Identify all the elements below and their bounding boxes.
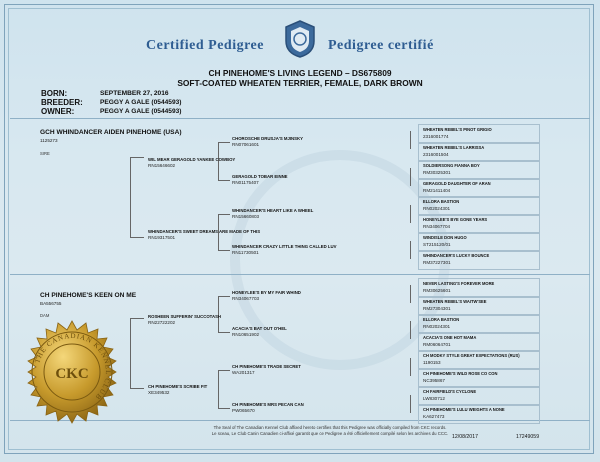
ancestor-reg: RM06064701 — [423, 342, 451, 347]
ancestor-name: WHEATEN REBEL'S WAITW'SEE — [423, 299, 487, 304]
ancestor-name: NEVER LASTING'S FOREVER MORE — [423, 281, 495, 286]
grandparent-reg: RN22722202 — [148, 320, 176, 325]
sire-bracket — [130, 157, 131, 238]
title-french: Pedigree certifié — [328, 38, 434, 53]
ancestor-box — [418, 178, 540, 198]
dog-name: CH PINEHOME'S LIVING LEGEND – DS675809 — [208, 68, 392, 78]
great-grandparent-reg: RN01175407 — [232, 180, 259, 185]
great-grandparent-name: GERAGOLD TOBAR EINNE — [232, 174, 288, 179]
ancestor-name: CH PINEHOME'S LULU WEIGHTS A NONE — [423, 407, 505, 412]
great-grandparent-reg: RN10651902 — [232, 332, 260, 337]
ancestor-box — [418, 386, 540, 406]
ancestor-name: ELLORA BASTION — [423, 317, 460, 322]
ancestor-box — [418, 404, 540, 424]
grandparent-name: WIL MEAR GERAGOLD YANKEE COWBOY — [148, 157, 236, 162]
ancestor-name: WHEATEN REBEL'S LARRISSA — [423, 145, 485, 150]
ancestor-reg: RN02024301 — [423, 206, 451, 211]
owner-label: OWNER: — [41, 107, 75, 116]
ancestor-box — [418, 196, 540, 216]
footer-text-french: Le sceau, Le Club Canin Canadien ci-affixé garantit que ce Pedigree a été officiellement compilé selon les archives du CCC. — [211, 431, 449, 436]
ancestor-name: CH MODKY STYLE GREAT EXPECTATIONS (RUS) — [423, 353, 520, 358]
ckc-gold-seal-icon — [20, 320, 124, 424]
dam-bracket — [130, 318, 131, 388]
owner-value: PEGGY A GALE (0544593) — [100, 108, 182, 115]
ancestor-reg: RM30325301 — [423, 170, 451, 175]
sire-reg: 1125273 — [40, 138, 58, 143]
ancestor-name: WHINDANCER'S LUCKY BOUNCE — [423, 253, 490, 258]
great-grandparent-reg: PW065670 — [232, 408, 255, 413]
grandparent-reg: XE349532 — [148, 390, 170, 395]
certificate-number: 17249059 — [516, 434, 540, 440]
grandparent-reg: RN19317501 — [148, 235, 176, 240]
great-grandparent-reg: RN07061601 — [232, 142, 260, 147]
certificate-date: 12/08/2017 — [452, 434, 478, 440]
great-grandparent-name: ACACIA'S BAT OUT O'HEL — [232, 326, 287, 331]
ancestor-box — [418, 160, 540, 180]
breeder-value: PEGGY A GALE (0544593) — [100, 99, 182, 106]
great-grandparent-name: CH PINEHOME'S MRS PECAN CAN — [232, 402, 304, 407]
ancestor-box — [418, 350, 540, 370]
ancestor-reg: 2316001774 — [423, 134, 449, 139]
ancestor-name: ACACIA'S ONE HOT MAMA — [423, 335, 477, 340]
born-value: SEPTEMBER 27, 2016 — [100, 90, 169, 97]
ancestor-box — [418, 142, 540, 162]
dog-description: SOFT-COATED WHEATEN TERRIER, FEMALE, DARK BROWN — [177, 78, 423, 88]
ancestor-name: SOLDIERSONG FIANNA BOY — [423, 163, 480, 168]
footer-text-english: The Seal of The Canadian Kennel Club affixed hereto certifies that this Pedigree was officially compiled from CKC records. — [213, 425, 447, 430]
grandparent-name: ROSHEEN SUFFERIN' SUCCOTASH — [148, 314, 222, 319]
great-grandparent-reg: RN11730501 — [232, 250, 259, 255]
dam-name: CH PINEHOME'S KEEN ON ME — [40, 292, 137, 299]
ancestor-reg: LW830712 — [423, 396, 445, 401]
ancestor-reg: NC395867 — [423, 378, 445, 383]
grandparent-name: WHINDANCER'S SWEET DREAMS ARE MADE OF THIS — [148, 229, 261, 234]
ancestor-name: ELLORA BASTION — [423, 199, 460, 204]
ancestor-reg: KA627473 — [423, 414, 445, 419]
title-english: Certified Pedigree — [146, 38, 264, 53]
ancestor-name: CH FAIRFIELD'S CYCLONE — [423, 389, 477, 394]
grandparent-reg: RN15646602 — [148, 163, 176, 168]
ancestor-reg: RM37227301 — [423, 260, 451, 265]
sire-label: SIRE — [40, 151, 50, 156]
ancestor-reg: RM21411404 — [423, 188, 451, 193]
great-grandparent-reg: RN15660803 — [232, 214, 260, 219]
ancestor-reg: 2316001504 — [423, 152, 449, 157]
ancestor-box — [418, 250, 540, 270]
great-grandparent-name: CH PINEHOME'S TRADE SECRET — [232, 364, 301, 369]
dam-reg: BA556755 — [40, 301, 62, 306]
ancestor-name: WINDISLE DON HUGO — [423, 235, 467, 240]
ancestor-reg: RM30625601 — [423, 288, 451, 293]
ancestor-box — [418, 368, 540, 388]
ancestor-reg: RN34067704 — [423, 224, 451, 229]
ancestor-reg: RM27304301 — [423, 306, 451, 311]
ancestor-box — [418, 232, 540, 252]
ancestor-box — [418, 214, 540, 234]
seal-monogram: CKC — [55, 366, 89, 382]
watermark-seal — [230, 150, 450, 370]
ancestor-name: HONEYLEE'S BYE GONE YEARS — [423, 217, 488, 222]
seal-text: THE CANADIAN KENNEL CLUB — [33, 331, 113, 402]
born-label: BORN: — [41, 89, 68, 98]
ckc-crest-icon — [282, 19, 318, 59]
divider-middle — [10, 274, 590, 275]
ancestor-reg: RN02024301 — [423, 324, 451, 329]
grandparent-name: CH PINEHOME'S SCRIBE FIT — [148, 384, 208, 389]
great-grandparent-name: CHOROSCHE DRUSJA'S MJINSKY — [232, 136, 303, 141]
great-grandparent-name: WHINDANCER'S HEART LIKE A WHEEL — [232, 208, 314, 213]
breeder-label: BREEDER: — [41, 98, 83, 107]
ancestor-name: CH PINEHOME'S WILD ROSE CO CON — [423, 371, 498, 376]
ancestor-name: GERAGOLD DAUGHTER OF ARAN — [423, 181, 491, 186]
ancestor-box — [418, 296, 540, 316]
ancestor-box — [418, 278, 540, 298]
great-grandparent-name: HONEYLEE'S BY MY FAIR WHIND — [232, 290, 301, 295]
ancestor-name: WHEATEN REBEL'S PINOT GRIGIO — [423, 127, 492, 132]
sire-name: GCH WHINDANCER AIDEN PINEHOME (USA) — [40, 129, 182, 136]
great-grandparent-reg: RN34067703 — [232, 296, 260, 301]
dam-label: DAM — [40, 313, 50, 318]
ancestor-reg: 1190153 — [423, 360, 441, 365]
ancestor-box — [418, 314, 540, 334]
ancestor-reg: ST215120/01 — [423, 242, 451, 247]
great-grandparent-reg: WA201317 — [232, 370, 255, 375]
divider-top — [10, 118, 590, 119]
ancestor-box — [418, 332, 540, 352]
ancestor-box — [418, 124, 540, 144]
great-grandparent-name: WHINDANCER CRAZY LITTLE THING CALLED LUV — [232, 244, 337, 249]
